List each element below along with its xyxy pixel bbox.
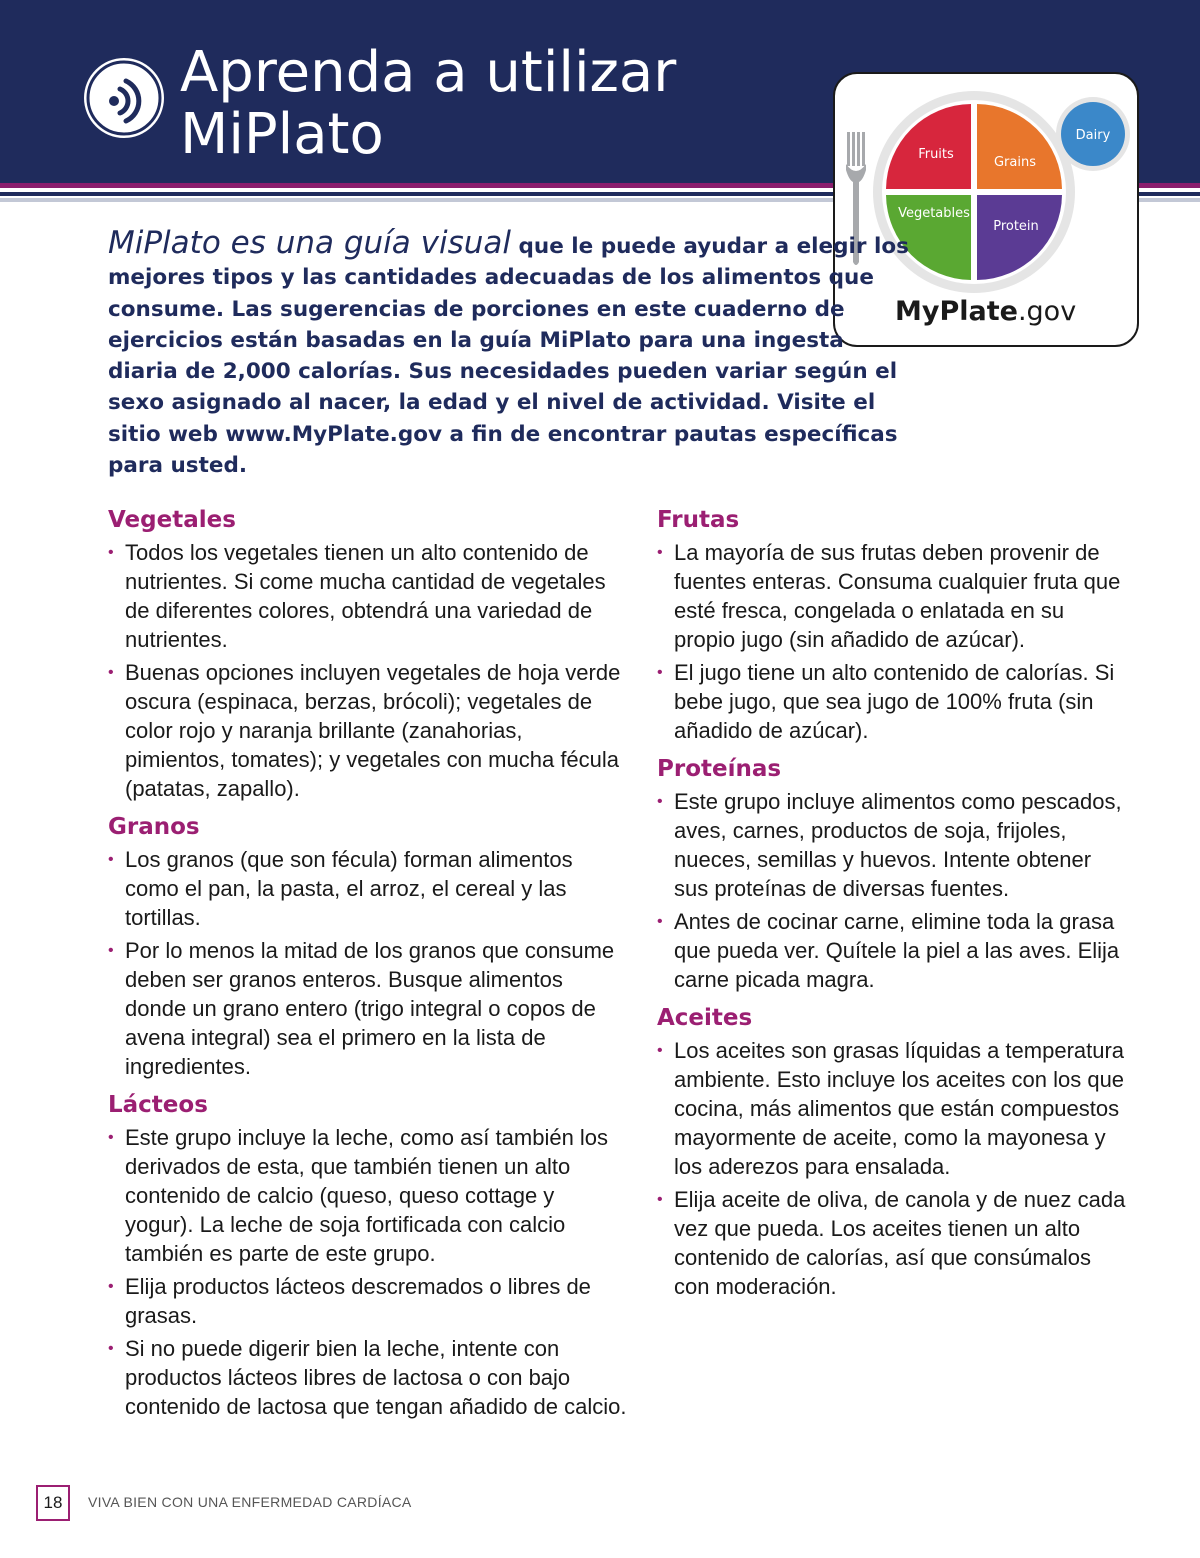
page-title [180, 42, 676, 166]
right-column [657, 505, 1127, 1310]
page-title-line1: Aprenda a utilizar [180, 40, 677, 105]
bullet-item: • Si no puede digerir bien la leche, intente con productos lácteos libres de lactosa o con bajo contenido de lactosa que tengan añadido de calcio. [108, 1334, 628, 1421]
protein-label: Protein [993, 219, 1039, 234]
bullet-list [657, 538, 1127, 745]
bullet-item: • Buenas opciones incluyen vegetales de hoja verde oscura (espinaca, berzas, brócoli); vegetales de color rojo y naranja brillante (zanahorias, pimientos, tomates); y vegetales con mucha fécula (patatas, zapallo). [108, 658, 628, 803]
left-column [108, 505, 628, 1430]
page-title-line2: MiPlato [180, 102, 384, 167]
section-heading: Proteínas [657, 756, 782, 782]
myplate-brand [895, 296, 1075, 327]
section-aceites [657, 1003, 1127, 1301]
vegetables-label: Vegetables [898, 206, 970, 221]
bullet-item: • Todos los vegetales tienen un alto contenido de nutrientes. Si come mucha cantidad de vegetales de diferentes colores, obtendrá una variedad de nutrientes. [108, 538, 628, 654]
section-heading: Lácteos [108, 1092, 208, 1118]
section-heading: Frutas [657, 507, 740, 533]
section-heading: Vegetales [108, 507, 236, 533]
bullet-list [108, 845, 628, 1081]
bullet-item: • Los granos (que son fécula) forman alimentos como el pan, la pasta, el arroz, el cereal y las tortillas. [108, 845, 628, 932]
grains-label: Grains [993, 155, 1037, 170]
brand-suffix: .gov [1017, 296, 1077, 327]
bullet-item: • El jugo tiene un alto contenido de calorías. Si bebe jugo, que sea jugo de 100% fruta (sin añadido de azúcar). [657, 658, 1127, 745]
bullet-item: • La mayoría de sus frutas deben provenir de fuentes enteras. Consuma cualquier fruta que esté fresca, congelada o enlatada en su propio jugo (sin añadido de azúcar). [657, 538, 1127, 654]
bullet-list [108, 1123, 628, 1421]
bullet-item: • Antes de cocinar carne, elimine toda la grasa que pueda ver. Quítele la piel a las aves. Elija carne picada magra. [657, 907, 1127, 994]
intro-link[interactable]: www.MyPlate.gov [225, 421, 443, 447]
bullet-item: • Los aceites son grasas líquidas a temperatura ambiente. Esto incluye los aceites con los que cocina, más alimentos que están compuestos mayormente de aceite, como la mayonesa y los aderezos para ensalada. [657, 1036, 1127, 1181]
grains-segment [977, 104, 1062, 189]
footer-text: VIVA BIEN CON UNA ENFERMEDAD CARDÍACA [88, 1494, 412, 1510]
section-heading: Aceites [657, 1005, 753, 1031]
audio-icon[interactable] [84, 58, 164, 138]
brand-bold: MyPlate [895, 296, 1018, 327]
intro-text-2: a fin de encontrar pautas específicas para usted. [108, 421, 898, 479]
section-heading: Granos [108, 814, 200, 840]
bullet-list [657, 787, 1127, 994]
dairy-label: Dairy [1075, 128, 1111, 143]
bullet-list [108, 538, 628, 803]
section-lacteos [108, 1090, 628, 1421]
intro-paragraph [108, 225, 918, 481]
bullet-item: • Elija aceite de oliva, de canola y de nuez cada vez que pueda. Los aceites tienen un alto contenido de calorías, así que consúmalos con moderación. [657, 1185, 1127, 1301]
section-vegetales [108, 505, 628, 803]
bullet-item: • Por lo menos la mitad de los granos que consume deben ser granos enteros. Busque alimentos donde un grano entero (trigo integral o copos de avena integral) sea el primero en la lista de ingredientes. [108, 936, 628, 1081]
bullet-item: • Elija productos lácteos descremados o libres de grasas. [108, 1272, 628, 1330]
page-number: 18 [36, 1485, 70, 1521]
intro-lead: MiPlato es una guía visual [108, 225, 512, 261]
fruits-label: Fruits [918, 147, 954, 162]
bullet-item: • Este grupo incluye la leche, como así también los derivados de esta, que también tienen un alto contenido de calcio (queso, queso cottage y yogur). La leche de soja fortificada con calcio también es parte de este grupo. [108, 1123, 628, 1268]
intro-text-1: que le puede ayudar a elegir los mejores tipos y las cantidades adecuadas de los alimentos que consume. Las sugerencias de porciones en este cuaderno de ejercicios están basadas en la guía MiPlato para una ingesta diaria de 2,000 calorías. Sus necesidades pueden variar según el sexo asignado al nacer, la edad y el nivel de actividad. Visite el sitio web [108, 234, 909, 447]
section-proteinas [657, 754, 1127, 994]
protein-segment [977, 195, 1062, 280]
bullet-list [657, 1036, 1127, 1301]
section-frutas [657, 505, 1127, 745]
bullet-item: • Este grupo incluye alimentos como pescados, aves, carnes, productos de soja, frijoles, nueces, semillas y huevos. Intente obtener sus proteínas de diversas fuentes. [657, 787, 1127, 903]
section-granos [108, 812, 628, 1081]
